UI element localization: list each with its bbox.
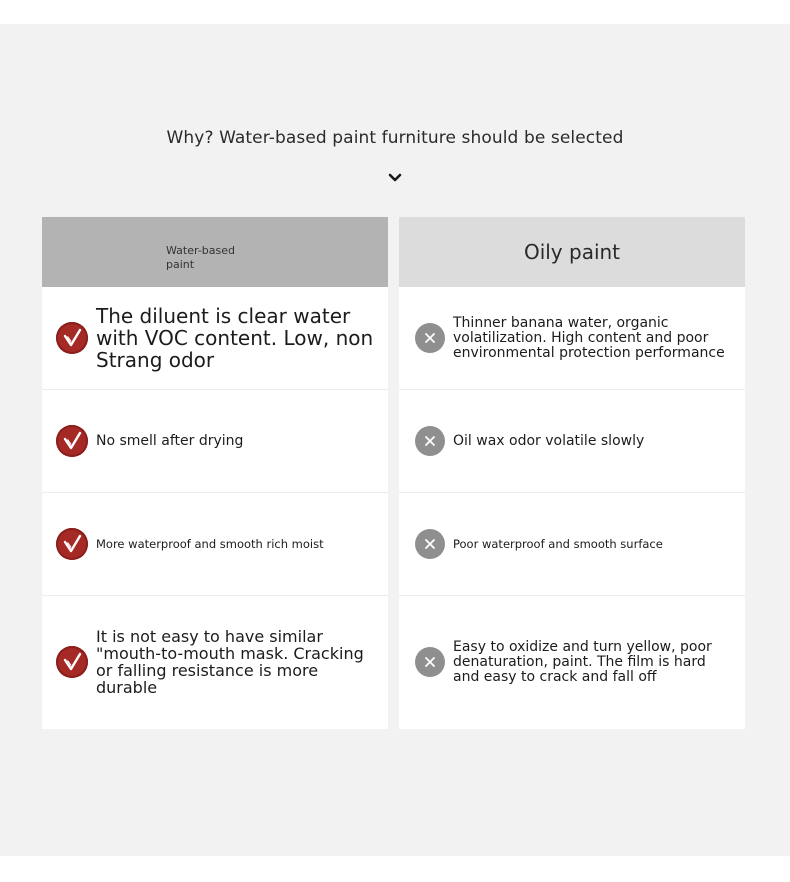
page-title: Why? Water-based paint furniture should be selected bbox=[166, 128, 624, 148]
list-item bbox=[42, 287, 388, 390]
list-item bbox=[399, 596, 745, 728]
water-based-column bbox=[42, 217, 388, 729]
list-item bbox=[42, 390, 388, 493]
water-based-header bbox=[42, 217, 388, 287]
water-item-2: No smell after drying bbox=[96, 432, 244, 449]
close-icon bbox=[415, 426, 445, 456]
close-icon bbox=[415, 647, 445, 677]
oily-item-4: Easy to oxidize and turn yellow, poor denaturation, paint. The film is hard and easy to crack and fall off bbox=[453, 638, 712, 685]
close-icon bbox=[415, 529, 445, 559]
list-item bbox=[42, 596, 388, 728]
oily-item-1: Thinner banana water, organic volatilization. High content and poor environmental protection performance bbox=[453, 314, 725, 361]
close-icon bbox=[415, 323, 445, 353]
oily-item-2: Oil wax odor volatile slowly bbox=[453, 432, 645, 449]
water-item-4: It is not easy to have similar "mouth-to-mouth mask. Cracking or falling resistance is more durable bbox=[96, 627, 364, 697]
check-icon bbox=[56, 646, 88, 678]
list-item bbox=[399, 493, 745, 596]
chevron-down-icon[interactable] bbox=[386, 172, 404, 184]
water-item-1: The diluent is clear water with VOC content. Low, non Strang odor bbox=[96, 304, 374, 372]
oily-paint-header bbox=[399, 217, 745, 287]
water-item-3: More waterproof and smooth rich moist bbox=[96, 537, 324, 551]
list-item bbox=[399, 390, 745, 493]
list-item bbox=[42, 493, 388, 596]
water-based-title: Water-based paint bbox=[166, 244, 235, 271]
check-icon bbox=[56, 322, 88, 354]
check-icon bbox=[56, 425, 88, 457]
oily-item-3: Poor waterproof and smooth surface bbox=[453, 537, 663, 551]
list-item bbox=[399, 287, 745, 390]
oily-paint-title: Oily paint bbox=[523, 240, 621, 264]
check-icon bbox=[56, 528, 88, 560]
oily-paint-column bbox=[399, 217, 745, 729]
